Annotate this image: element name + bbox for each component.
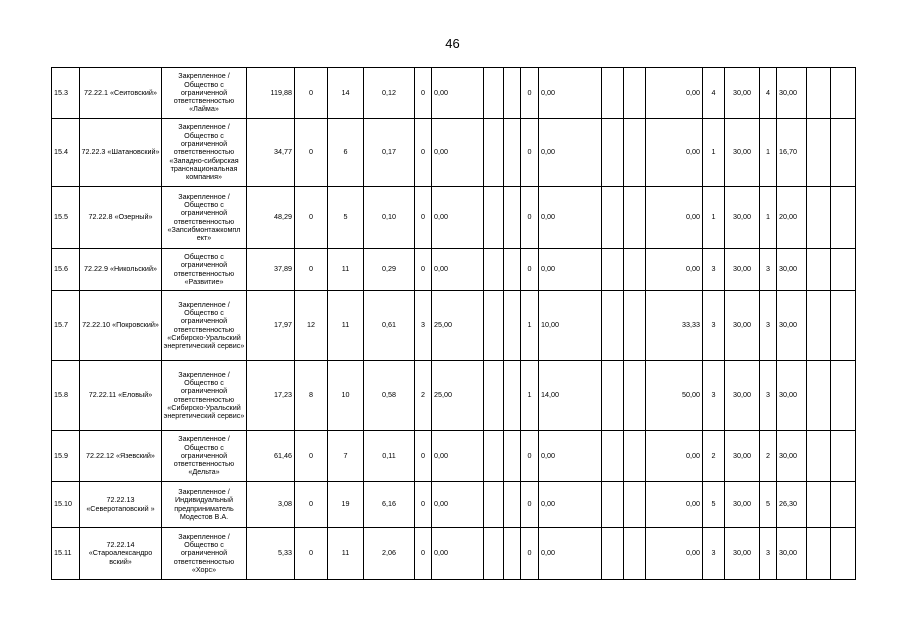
cell-c10	[484, 482, 504, 528]
cell-c13: 0,00	[539, 68, 602, 119]
cell-id: 15.9	[52, 431, 80, 482]
cell-c6: 5	[328, 187, 364, 249]
cell-c7: 0,11	[364, 431, 415, 482]
cell-empty	[831, 361, 856, 431]
cell-empty	[831, 482, 856, 528]
cell-c6: 6	[328, 119, 364, 187]
cell-c4: 34,77	[247, 119, 295, 187]
cell-c16: 33,33	[646, 291, 703, 361]
table-row	[52, 528, 856, 580]
cell-c13: 0,00	[539, 431, 602, 482]
cell-c19: 2	[760, 431, 777, 482]
cell-c13: 0,00	[539, 482, 602, 528]
cell-c20: 26,30	[777, 482, 807, 528]
cell-c14	[602, 119, 624, 187]
cell-empty	[831, 431, 856, 482]
cell-status: Закрепленное / Общество с ограниченной ответственностью «Лайма»	[162, 68, 247, 119]
table-row	[52, 291, 856, 361]
cell-c8: 0	[415, 431, 432, 482]
cell-c7: 2,06	[364, 528, 415, 580]
cell-c18: 30,00	[725, 119, 760, 187]
cell-c19: 3	[760, 528, 777, 580]
cell-c5: 0	[295, 249, 328, 291]
cell-c4: 48,29	[247, 187, 295, 249]
cell-c13: 10,00	[539, 291, 602, 361]
cell-c13: 0,00	[539, 187, 602, 249]
cell-c19: 3	[760, 291, 777, 361]
cell-c12: 1	[521, 361, 539, 431]
cell-c14	[602, 482, 624, 528]
cell-c5: 12	[295, 291, 328, 361]
cell-c12: 0	[521, 119, 539, 187]
cell-c15	[624, 528, 646, 580]
cell-status: Закрепленное / Общество с ограниченной ответственностью «Сибирско-Уральский энергетический сервис»	[162, 361, 247, 431]
cell-c4: 17,97	[247, 291, 295, 361]
cell-status: Закрепленное / Общество с ограниченной ответственностью «Западно-сибирская транснациональная компания»	[162, 119, 247, 187]
cell-c12: 0	[521, 68, 539, 119]
page-number: 46	[445, 36, 460, 51]
cell-c4: 37,89	[247, 249, 295, 291]
cell-empty	[831, 119, 856, 187]
table-row	[52, 68, 856, 119]
cell-c12: 0	[521, 482, 539, 528]
cell-c10	[484, 528, 504, 580]
cell-status: Общество с ограниченной ответственностью «Развитие»	[162, 249, 247, 291]
cell-code: 72.22.14 «Староалександро вский»	[80, 528, 162, 580]
cell-c20: 30,00	[777, 361, 807, 431]
cell-c12: 0	[521, 528, 539, 580]
cell-c8: 0	[415, 249, 432, 291]
cell-c7: 0,17	[364, 119, 415, 187]
cell-c6: 7	[328, 431, 364, 482]
cell-c13: 14,00	[539, 361, 602, 431]
cell-empty	[831, 249, 856, 291]
cell-code: 72.22.3 «Шатановский»	[80, 119, 162, 187]
cell-c4: 61,46	[247, 431, 295, 482]
cell-status: Закрепленное / Общество с ограниченной ответственностью «Сибирско-Уральский энергетический сервис»	[162, 291, 247, 361]
cell-c13: 0,00	[539, 249, 602, 291]
cell-c8: 0	[415, 68, 432, 119]
cell-status: Закрепленное / Общество с ограниченной ответственностью «Хорс»	[162, 528, 247, 580]
cell-empty	[807, 119, 831, 187]
cell-c11	[504, 361, 521, 431]
cell-c5: 0	[295, 119, 328, 187]
cell-c17: 2	[703, 431, 725, 482]
cell-c7: 0,12	[364, 68, 415, 119]
cell-c11	[504, 482, 521, 528]
cell-c17: 1	[703, 187, 725, 249]
cell-c9: 0,00	[432, 119, 484, 187]
cell-empty	[831, 187, 856, 249]
cell-id: 15.6	[52, 249, 80, 291]
cell-c20: 30,00	[777, 431, 807, 482]
cell-c16: 50,00	[646, 361, 703, 431]
cell-status: Закрепленное / Индивидуальный предприниматель Модестов В.А.	[162, 482, 247, 528]
cell-empty	[807, 528, 831, 580]
cell-c9: 25,00	[432, 291, 484, 361]
cell-c6: 11	[328, 249, 364, 291]
cell-c20: 30,00	[777, 68, 807, 119]
cell-c14	[602, 431, 624, 482]
cell-c16: 0,00	[646, 187, 703, 249]
cell-c10	[484, 291, 504, 361]
cell-c18: 30,00	[725, 482, 760, 528]
cell-c16: 0,00	[646, 119, 703, 187]
cell-c10	[484, 249, 504, 291]
cell-c4: 17,23	[247, 361, 295, 431]
cell-code: 72.22.9 «Никольский»	[80, 249, 162, 291]
cell-c9: 0,00	[432, 528, 484, 580]
cell-c16: 0,00	[646, 482, 703, 528]
cell-empty	[807, 68, 831, 119]
cell-c16: 0,00	[646, 528, 703, 580]
cell-c10	[484, 361, 504, 431]
cell-c5: 0	[295, 68, 328, 119]
cell-c9: 0,00	[432, 187, 484, 249]
cell-c7: 0,10	[364, 187, 415, 249]
cell-c11	[504, 68, 521, 119]
cell-c17: 3	[703, 361, 725, 431]
cell-empty	[807, 291, 831, 361]
cell-c9: 0,00	[432, 249, 484, 291]
cell-c18: 30,00	[725, 249, 760, 291]
cell-c7: 0,58	[364, 361, 415, 431]
cell-c18: 30,00	[725, 528, 760, 580]
cell-c5: 0	[295, 482, 328, 528]
cell-c6: 14	[328, 68, 364, 119]
cell-c16: 0,00	[646, 68, 703, 119]
cell-c8: 0	[415, 119, 432, 187]
cell-code: 72.22.11 «Еловый»	[80, 361, 162, 431]
cell-c12: 0	[521, 249, 539, 291]
cell-c9: 25,00	[432, 361, 484, 431]
cell-c16: 0,00	[646, 249, 703, 291]
cell-c15	[624, 291, 646, 361]
cell-code: 72.22.1 «Сеитовский»	[80, 68, 162, 119]
cell-empty	[831, 68, 856, 119]
cell-c11	[504, 528, 521, 580]
cell-c15	[624, 361, 646, 431]
cell-c7: 6,16	[364, 482, 415, 528]
cell-c15	[624, 68, 646, 119]
cell-c14	[602, 68, 624, 119]
cell-empty	[807, 249, 831, 291]
cell-c18: 30,00	[725, 361, 760, 431]
cell-c9: 0,00	[432, 482, 484, 528]
table-row	[52, 482, 856, 528]
cell-c17: 3	[703, 528, 725, 580]
cell-c14	[602, 249, 624, 291]
cell-id: 15.10	[52, 482, 80, 528]
cell-c18: 30,00	[725, 291, 760, 361]
cell-c20: 30,00	[777, 528, 807, 580]
cell-c19: 3	[760, 249, 777, 291]
cell-c19: 1	[760, 119, 777, 187]
cell-code: 72.22.12 «Язевский»	[80, 431, 162, 482]
cell-c11	[504, 119, 521, 187]
cell-c14	[602, 361, 624, 431]
cell-c8: 0	[415, 528, 432, 580]
cell-c14	[602, 291, 624, 361]
table-row	[52, 187, 856, 249]
cell-code: 72.22.8 «Озерный»	[80, 187, 162, 249]
cell-c8: 3	[415, 291, 432, 361]
cell-c18: 30,00	[725, 68, 760, 119]
cell-c18: 30,00	[725, 187, 760, 249]
cell-c10	[484, 119, 504, 187]
cell-c7: 0,29	[364, 249, 415, 291]
cell-id: 15.11	[52, 528, 80, 580]
cell-c13: 0,00	[539, 119, 602, 187]
cell-code: 72.22.13 «Северотаповский »	[80, 482, 162, 528]
cell-c5: 0	[295, 431, 328, 482]
cell-c17: 4	[703, 68, 725, 119]
cell-empty	[807, 187, 831, 249]
cell-c6: 11	[328, 528, 364, 580]
table-row	[52, 431, 856, 482]
cell-c20: 20,00	[777, 187, 807, 249]
cell-c14	[602, 528, 624, 580]
cell-c4: 119,88	[247, 68, 295, 119]
cell-c14	[602, 187, 624, 249]
cell-c15	[624, 431, 646, 482]
cell-c10	[484, 431, 504, 482]
cell-c12: 1	[521, 291, 539, 361]
cell-c17: 3	[703, 249, 725, 291]
cell-id: 15.4	[52, 119, 80, 187]
table-row	[52, 361, 856, 431]
cell-c19: 5	[760, 482, 777, 528]
cell-c6: 19	[328, 482, 364, 528]
cell-empty	[831, 528, 856, 580]
cell-c6: 11	[328, 291, 364, 361]
cell-c8: 0	[415, 187, 432, 249]
cell-c19: 4	[760, 68, 777, 119]
cell-c20: 30,00	[777, 249, 807, 291]
cell-c12: 0	[521, 187, 539, 249]
cell-c20: 30,00	[777, 291, 807, 361]
cell-c7: 0,61	[364, 291, 415, 361]
cell-id: 15.3	[52, 68, 80, 119]
cell-c17: 5	[703, 482, 725, 528]
cell-c15	[624, 249, 646, 291]
cell-c18: 30,00	[725, 431, 760, 482]
cell-c11	[504, 249, 521, 291]
cell-c11	[504, 291, 521, 361]
cell-c10	[484, 68, 504, 119]
cell-c9: 0,00	[432, 431, 484, 482]
cell-c4: 5,33	[247, 528, 295, 580]
cell-c5: 8	[295, 361, 328, 431]
cell-status: Закрепленное / Общество с ограниченной ответственностью «Запсибмонтажкомпл ект»	[162, 187, 247, 249]
cell-c4: 3,08	[247, 482, 295, 528]
cell-c11	[504, 187, 521, 249]
cell-empty	[831, 291, 856, 361]
cell-empty	[807, 431, 831, 482]
cell-id: 15.8	[52, 361, 80, 431]
hunting-grounds-table	[51, 67, 856, 580]
cell-c9: 0,00	[432, 68, 484, 119]
cell-c17: 1	[703, 119, 725, 187]
cell-c8: 2	[415, 361, 432, 431]
cell-empty	[807, 482, 831, 528]
table-row	[52, 249, 856, 291]
cell-c17: 3	[703, 291, 725, 361]
cell-c16: 0,00	[646, 431, 703, 482]
cell-id: 15.7	[52, 291, 80, 361]
cell-c6: 10	[328, 361, 364, 431]
cell-id: 15.5	[52, 187, 80, 249]
cell-c10	[484, 187, 504, 249]
cell-c15	[624, 119, 646, 187]
cell-c5: 0	[295, 187, 328, 249]
cell-c13: 0,00	[539, 528, 602, 580]
cell-c11	[504, 431, 521, 482]
cell-code: 72.22.10 «Покровский»	[80, 291, 162, 361]
cell-c20: 16,70	[777, 119, 807, 187]
cell-empty	[807, 361, 831, 431]
cell-c19: 3	[760, 361, 777, 431]
cell-c5: 0	[295, 528, 328, 580]
cell-c15	[624, 482, 646, 528]
table-row	[52, 119, 856, 187]
cell-c12: 0	[521, 431, 539, 482]
cell-status: Закрепленное / Общество с ограниченной ответственностью «Дельта»	[162, 431, 247, 482]
cell-c15	[624, 187, 646, 249]
cell-c8: 0	[415, 482, 432, 528]
cell-c19: 1	[760, 187, 777, 249]
